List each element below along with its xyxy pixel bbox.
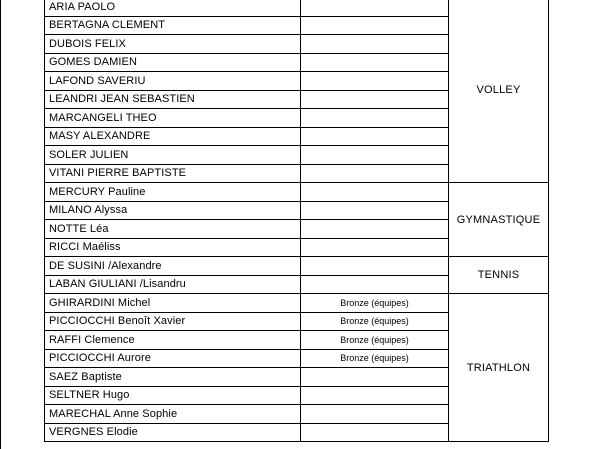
page-left-border (0, 0, 1, 449)
sport-label: VOLLEY (449, 0, 549, 183)
medal-cell (301, 72, 449, 91)
athlete-name: SOLER JULIEN (45, 146, 301, 165)
athlete-name: MARCANGELI THEO (45, 109, 301, 128)
medal-cell: Bronze (équipes) (301, 312, 449, 331)
medal-cell (301, 275, 449, 294)
medal-cell (301, 90, 449, 109)
athlete-name: DE SUSINI /Alexandre (45, 257, 301, 276)
athlete-name: MARECHAL Anne Sophie (45, 405, 301, 424)
athlete-name: GHIRARDINI Michel (45, 294, 301, 313)
medal-cell (301, 220, 449, 239)
medal-cell (301, 201, 449, 220)
athlete-name: PICCIOCCHI Benoît Xavier (45, 312, 301, 331)
medal-cell (301, 146, 449, 165)
medal-cell (301, 16, 449, 35)
medal-cell (301, 423, 449, 442)
athlete-name: LABAN GIULIANI /Lisandru (45, 275, 301, 294)
athlete-name: BERTAGNA CLEMENT (45, 16, 301, 35)
medal-cell (301, 53, 449, 72)
medal-cell (301, 386, 449, 405)
medal-cell (301, 183, 449, 202)
medal-cell: Bronze (équipes) (301, 294, 449, 313)
athlete-name: MERCURY Pauline (45, 183, 301, 202)
athlete-name: NOTTE Léa (45, 220, 301, 239)
athlete-name: MASY ALEXANDRE (45, 127, 301, 146)
medal-cell: Bronze (équipes) (301, 349, 449, 368)
athlete-name: SAEZ Baptiste (45, 368, 301, 387)
athlete-name: RICCI Maéliss (45, 238, 301, 257)
athlete-name: LAFOND SAVERIU (45, 72, 301, 91)
athlete-name: PICCIOCCHI Aurore (45, 349, 301, 368)
athlete-name: LEANDRI JEAN SEBASTIEN (45, 90, 301, 109)
medal-cell (301, 35, 449, 54)
athlete-name: MILANO Alyssa (45, 201, 301, 220)
medal-cell (301, 127, 449, 146)
athlete-name: SELTNER Hugo (45, 386, 301, 405)
medal-cell (301, 109, 449, 128)
athlete-name: DUBOIS FELIX (45, 35, 301, 54)
athlete-name: ARIA PAOLO (45, 0, 301, 16)
medal-cell (301, 0, 449, 16)
athlete-name: VITANI PIERRE BAPTISTE (45, 164, 301, 183)
athlete-roster-table (44, 0, 549, 442)
medal-cell (301, 238, 449, 257)
medal-cell: Bronze (équipes) (301, 331, 449, 350)
medal-cell (301, 257, 449, 276)
athlete-name: RAFFI Clemence (45, 331, 301, 350)
medal-cell (301, 405, 449, 424)
sport-label: GYMNASTIQUE (449, 183, 549, 257)
table-row (45, 183, 549, 202)
sport-label: TENNIS (449, 257, 549, 294)
table-row (45, 257, 549, 276)
roster-body (45, 0, 549, 442)
medal-cell (301, 164, 449, 183)
medal-cell (301, 368, 449, 387)
sport-label: TRIATHLON (449, 294, 549, 442)
athlete-name: GOMES DAMIEN (45, 53, 301, 72)
table-row (45, 0, 549, 16)
table-row (45, 294, 549, 313)
athlete-name: VERGNES Elodie (45, 423, 301, 442)
